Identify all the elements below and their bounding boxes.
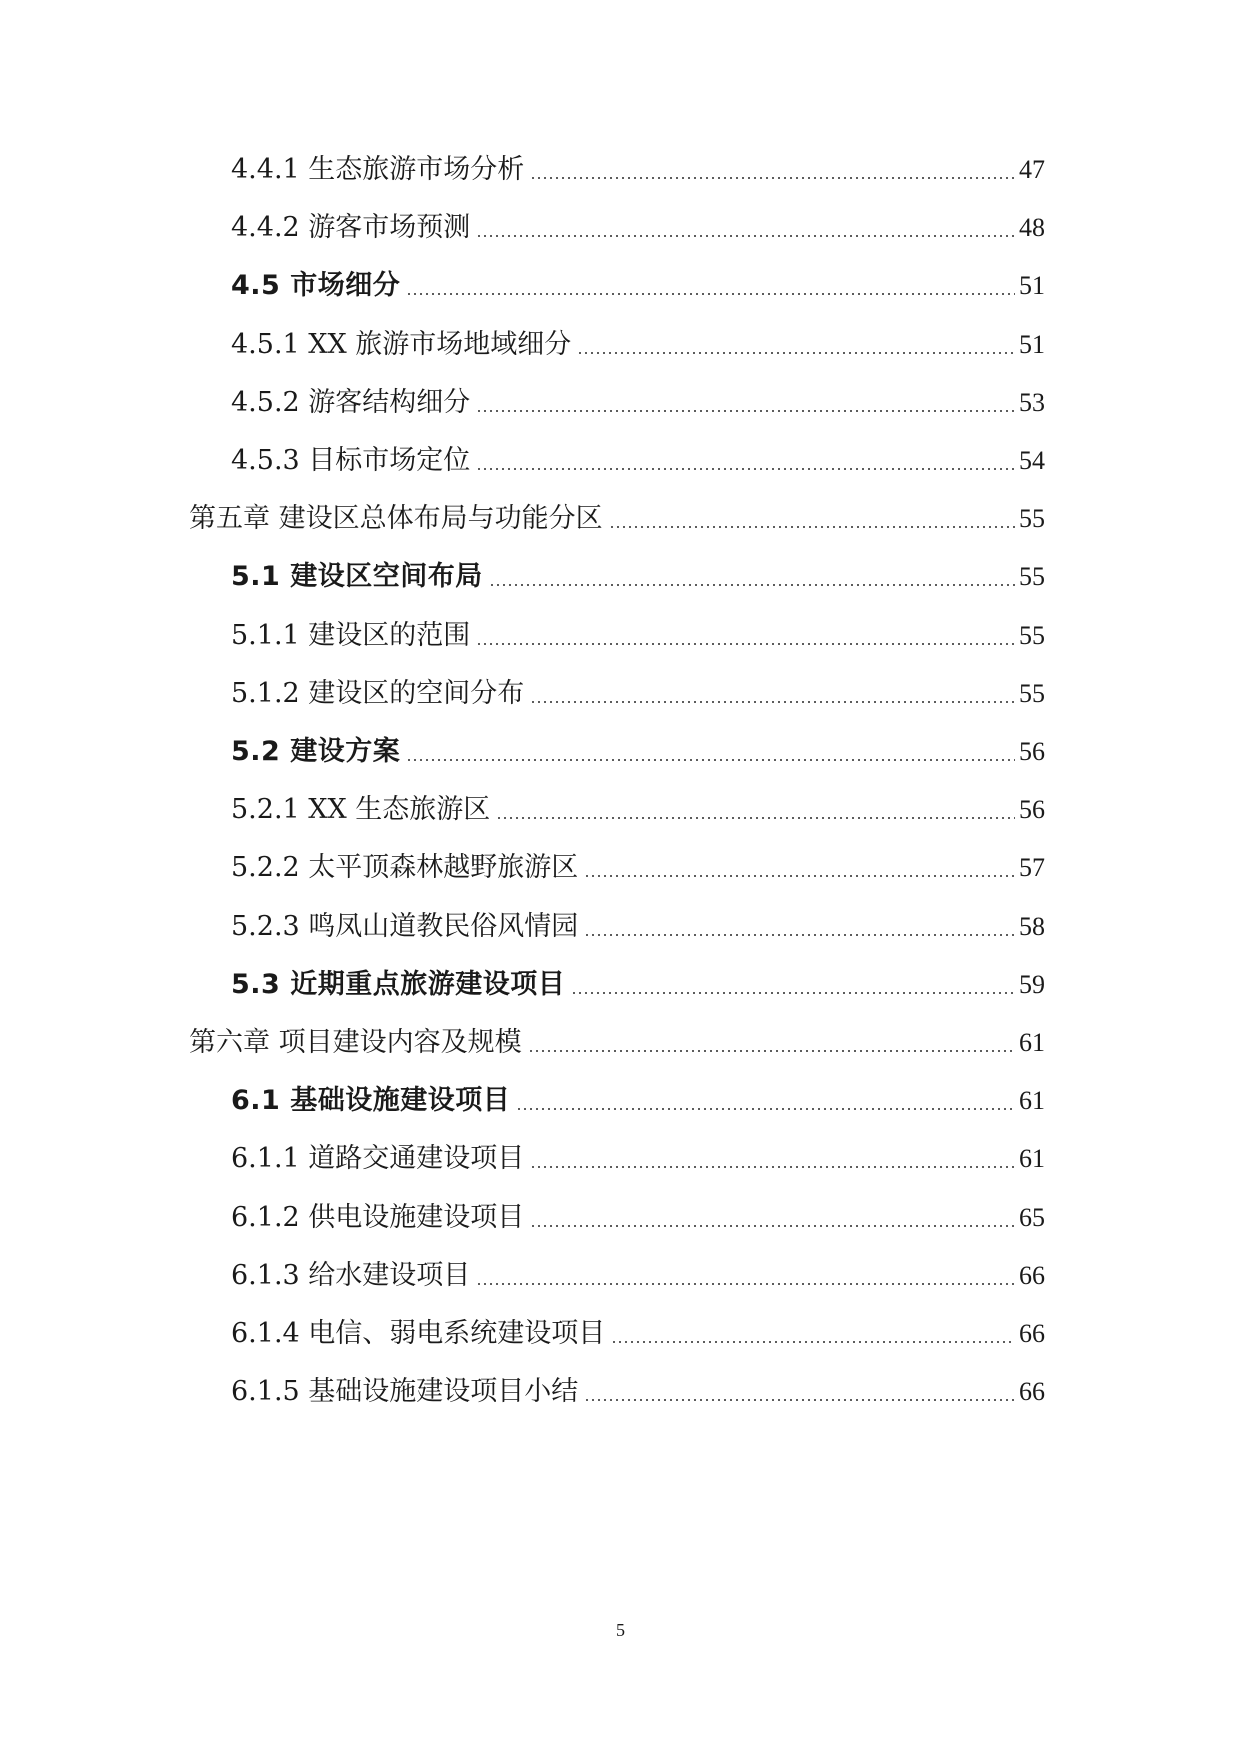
toc-entry-page: 58	[1019, 911, 1045, 941]
toc-entry-title: 5.2.1 XX 生态旅游区	[231, 794, 491, 826]
toc-entry[interactable]	[231, 907, 1045, 947]
toc-entry-page: 65	[1019, 1202, 1045, 1232]
toc-entry-page: 66	[1019, 1319, 1045, 1348]
toc-entry[interactable]	[231, 1314, 1045, 1354]
toc-entry[interactable]	[231, 325, 1045, 365]
toc-entry-page: 51	[1019, 271, 1045, 301]
toc-entry-page: 56	[1019, 795, 1045, 825]
toc-entry-page: 47	[1019, 155, 1045, 184]
toc-entry-title: 第五章 建设区总体布局与功能分区	[189, 503, 603, 535]
toc-entry-page: 53	[1019, 387, 1045, 417]
toc-entry-title: 5.3 近期重点旅游建设项目	[231, 968, 566, 1000]
toc-entry-page: 54	[1019, 446, 1045, 475]
toc-entry-title: 6.1.2 供电设施建设项目	[231, 1201, 525, 1233]
toc-dot-leader	[476, 468, 1015, 470]
toc-entry-title: 6.1.4 电信、弱电系统建设项目	[231, 1318, 606, 1349]
toc-entry-title: 4.5.2 游客结构细分	[231, 386, 471, 418]
toc-dot-leader	[406, 293, 1015, 295]
toc-entry-title: 5.1 建设区空间布局	[231, 561, 483, 593]
toc-dot-leader	[577, 352, 1015, 354]
toc-entry[interactable]	[231, 266, 1045, 306]
toc-entry-page: 55	[1019, 562, 1045, 592]
toc-dot-leader	[528, 1050, 1015, 1052]
toc-entry-page: 57	[1019, 853, 1045, 883]
toc-entry-title: 4.5.3 目标市场定位	[231, 445, 471, 476]
toc-dot-leader	[609, 526, 1015, 528]
page-number: 5	[616, 1620, 625, 1640]
toc-entry[interactable]	[231, 848, 1045, 888]
toc-dot-leader	[584, 875, 1015, 877]
toc-entry[interactable]	[231, 1081, 1045, 1121]
toc-entry-page: 55	[1019, 504, 1045, 534]
toc-entry-title: 4.4.2 游客市场预测	[231, 212, 471, 244]
toc-entry[interactable]	[231, 441, 1045, 481]
toc-entry-page: 66	[1019, 1260, 1045, 1290]
toc-dot-leader	[406, 759, 1015, 761]
toc-entry-title: 第六章 项目建设内容及规模	[189, 1027, 522, 1058]
toc-entry[interactable]	[231, 674, 1045, 714]
toc-entry-page: 56	[1019, 737, 1045, 766]
toc-entry-title: 4.5.1 XX 旅游市场地域细分	[231, 328, 572, 360]
toc-entry-title: 5.2 建设方案	[231, 736, 401, 767]
toc-entry-page: 59	[1019, 969, 1045, 999]
toc-dot-leader	[476, 643, 1015, 645]
toc-entry[interactable]	[231, 383, 1045, 423]
toc-entry-title: 6.1.1 道路交通建设项目	[231, 1143, 525, 1175]
toc-entry-page: 61	[1019, 1028, 1045, 1057]
toc-dot-leader	[530, 1225, 1015, 1227]
toc-dot-leader	[611, 1341, 1015, 1343]
toc-entry[interactable]	[231, 965, 1045, 1005]
toc-dot-leader	[476, 235, 1015, 237]
toc-entry[interactable]	[231, 1139, 1045, 1179]
toc-dot-leader	[476, 1283, 1015, 1285]
toc-entry-page: 61	[1019, 1144, 1045, 1174]
toc-entry-page: 48	[1019, 213, 1045, 243]
toc-entry-page: 51	[1019, 329, 1045, 359]
toc-dot-leader	[584, 1399, 1015, 1401]
toc-entry-title: 6.1.5 基础设施建设项目小结	[231, 1376, 579, 1408]
toc-dot-leader	[530, 701, 1015, 703]
toc-dot-leader	[496, 817, 1015, 819]
toc-entry-title: 5.1.1 建设区的范围	[231, 619, 471, 651]
toc-dot-leader	[584, 934, 1015, 936]
toc-entry-title: 6.1 基础设施建设项目	[231, 1085, 511, 1117]
toc-entry-page: 61	[1019, 1086, 1045, 1116]
toc-entry-title: 5.2.3 鸣凤山道教民俗风情园	[231, 910, 579, 942]
toc-entry-page: 66	[1019, 1377, 1045, 1407]
toc-dot-leader	[530, 177, 1015, 179]
toc-dot-leader	[516, 1108, 1015, 1110]
toc-dot-leader	[571, 992, 1015, 994]
toc-dot-leader	[476, 410, 1015, 412]
toc-entry[interactable]	[231, 616, 1045, 656]
toc-entry-page: 55	[1019, 620, 1045, 650]
toc-entry-title: 5.1.2 建设区的空间分布	[231, 677, 525, 709]
toc-entry-title: 4.4.1 生态旅游市场分析	[231, 154, 525, 185]
toc-entry-page: 55	[1019, 678, 1045, 708]
toc-entry[interactable]	[231, 208, 1045, 248]
toc-entry[interactable]	[231, 1256, 1045, 1296]
toc-dot-leader	[530, 1166, 1015, 1168]
toc-entry[interactable]	[231, 790, 1045, 830]
toc-entry[interactable]	[231, 732, 1045, 772]
toc-entry-title: 4.5 市场细分	[231, 270, 401, 302]
toc-entry[interactable]	[231, 150, 1045, 190]
toc-entry-title: 5.2.2 太平顶森林越野旅游区	[231, 852, 579, 884]
toc-dot-leader	[489, 584, 1015, 586]
toc-entry[interactable]	[189, 1023, 1045, 1063]
toc-entry[interactable]	[189, 499, 1045, 539]
toc-entry[interactable]	[231, 1372, 1045, 1412]
toc-entry[interactable]	[231, 1198, 1045, 1238]
toc-entry-title: 6.1.3 给水建设项目	[231, 1259, 471, 1291]
toc-entry[interactable]	[231, 557, 1045, 597]
